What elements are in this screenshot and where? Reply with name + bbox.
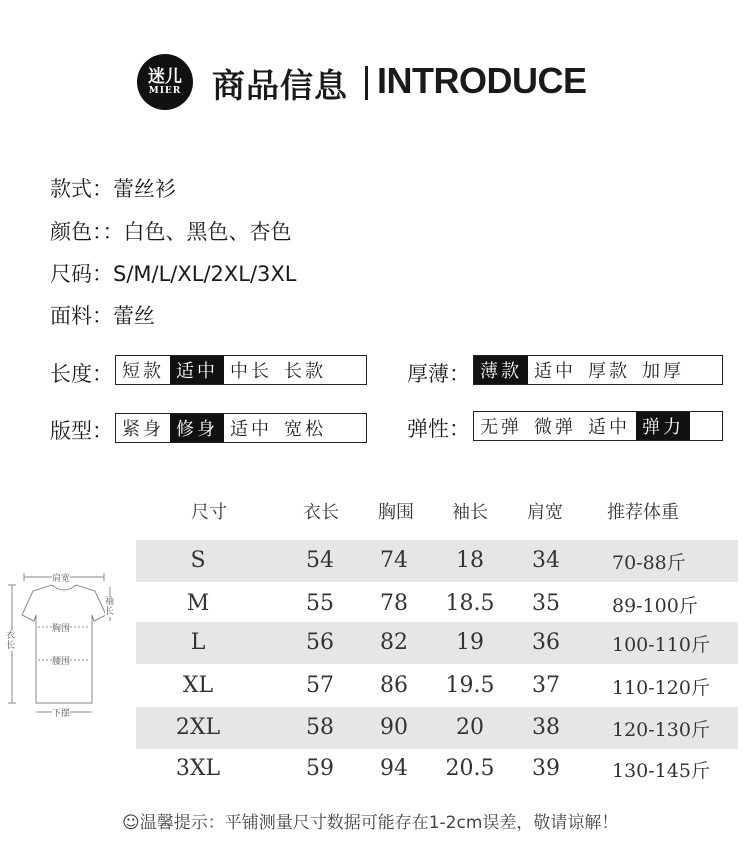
- info-fabric: 面料：蕾丝: [50, 304, 155, 328]
- table-cell: 54: [306, 548, 334, 573]
- measurement-note: ☺温馨提示：平铺测量尺寸数据可能存在1-2cm误差，敬请谅解！: [122, 813, 619, 833]
- table-cell: 3XL: [175, 756, 221, 781]
- header-title-cn: 商品信息: [212, 66, 348, 105]
- table-cell: 56: [306, 630, 334, 655]
- table-cell: 94: [380, 756, 408, 781]
- table-cell: 74: [380, 548, 408, 573]
- elasticity-option: 弹力: [636, 412, 690, 440]
- table-cell: 18: [456, 548, 484, 573]
- diagram-hem-label: 下摆: [52, 706, 70, 719]
- table-cell: 55: [306, 591, 334, 616]
- info-style: 款式：蕾丝衫: [50, 177, 176, 201]
- logo-cn-text: 迷儿: [148, 66, 182, 87]
- fit-option: 修身: [170, 414, 224, 442]
- header-divider: [365, 66, 368, 100]
- table-cell: 34: [532, 548, 560, 573]
- elasticity-option: 适中: [588, 417, 630, 438]
- fit-label: 版型：: [50, 419, 113, 443]
- table-cell: 90: [380, 715, 408, 740]
- table-cell: 86: [380, 673, 408, 698]
- table-cell: 130-145斤: [612, 760, 710, 782]
- diagram-chest-label: 胸围: [52, 621, 70, 634]
- info-colors: 颜色：：白色、黑色、杏色: [50, 220, 292, 244]
- elasticity-label: 弹性：: [407, 417, 470, 441]
- thickness-label: 厚薄：: [407, 362, 470, 386]
- col-header-chest: 胸围: [378, 502, 414, 523]
- table-cell: 58: [306, 715, 334, 740]
- fit-option: 适中: [230, 419, 272, 440]
- table-cell: 59: [306, 756, 334, 781]
- table-cell: 89-100斤: [612, 595, 698, 617]
- diagram-shoulder-label: 肩宽: [52, 571, 70, 584]
- table-cell: M: [186, 591, 210, 616]
- col-header-weight: 推荐体重: [607, 502, 679, 523]
- garment-diagram: [0, 565, 130, 725]
- table-cell: 2XL: [175, 715, 221, 740]
- table-cell: S: [190, 548, 206, 573]
- table-cell: 57: [306, 673, 334, 698]
- table-cell: 110-120斤: [612, 677, 710, 699]
- table-cell: 35: [532, 591, 560, 616]
- header-title-en: INTRODUCE: [377, 60, 587, 101]
- table-cell: 18.5: [445, 591, 495, 616]
- table-cell: L: [190, 630, 206, 655]
- thickness-option: 薄款: [474, 356, 528, 384]
- thickness-option: 适中: [534, 361, 576, 382]
- length-option: 短款: [122, 361, 164, 382]
- col-header-length: 衣长: [303, 502, 339, 523]
- table-cell: 120-130斤: [612, 719, 710, 741]
- length-option: 适中: [170, 356, 224, 384]
- length-options: [115, 355, 367, 385]
- logo-en-text: MIER: [148, 85, 182, 96]
- table-cell: 20.5: [445, 756, 495, 781]
- fit-options: [115, 413, 367, 443]
- thickness-options: [473, 355, 723, 385]
- col-header-shoulder: 肩宽: [527, 502, 563, 523]
- col-header-sleeve: 袖长: [452, 502, 488, 523]
- diagram-length-label: 衣长: [6, 631, 16, 651]
- table-cell: 39: [532, 756, 560, 781]
- table-cell: 19.5: [445, 673, 495, 698]
- brand-logo: [137, 54, 193, 110]
- table-cell: 78: [380, 591, 408, 616]
- diagram-waist-label: 腰围: [52, 654, 70, 667]
- table-cell: 38: [532, 715, 560, 740]
- elasticity-option: 无弹: [480, 417, 522, 438]
- length-label: 长度：: [50, 362, 113, 386]
- table-cell: 20: [456, 715, 484, 740]
- elasticity-options: [473, 411, 723, 441]
- info-sizes: 尺码：S/M/L/XL/2XL/3XL: [50, 262, 297, 286]
- elasticity-option: 微弹: [534, 417, 576, 438]
- table-cell: XL: [182, 673, 214, 698]
- fit-option: 宽松: [284, 419, 326, 440]
- table-cell: 36: [532, 630, 560, 655]
- table-cell: 82: [380, 630, 408, 655]
- fit-option: 紧身: [122, 419, 164, 440]
- table-cell: 19: [456, 630, 484, 655]
- tshirt-outline-icon: [0, 565, 130, 725]
- thickness-option: 加厚: [642, 361, 684, 382]
- diagram-sleeve-label: 袖长: [105, 597, 115, 617]
- table-cell: 70-88斤: [612, 552, 686, 574]
- thickness-option: 厚款: [588, 361, 630, 382]
- table-cell: 100-110斤: [612, 634, 710, 656]
- table-cell: 37: [532, 673, 560, 698]
- col-header-size: 尺寸: [191, 502, 227, 523]
- length-option: 长款: [284, 361, 326, 382]
- length-option: 中长: [230, 361, 272, 382]
